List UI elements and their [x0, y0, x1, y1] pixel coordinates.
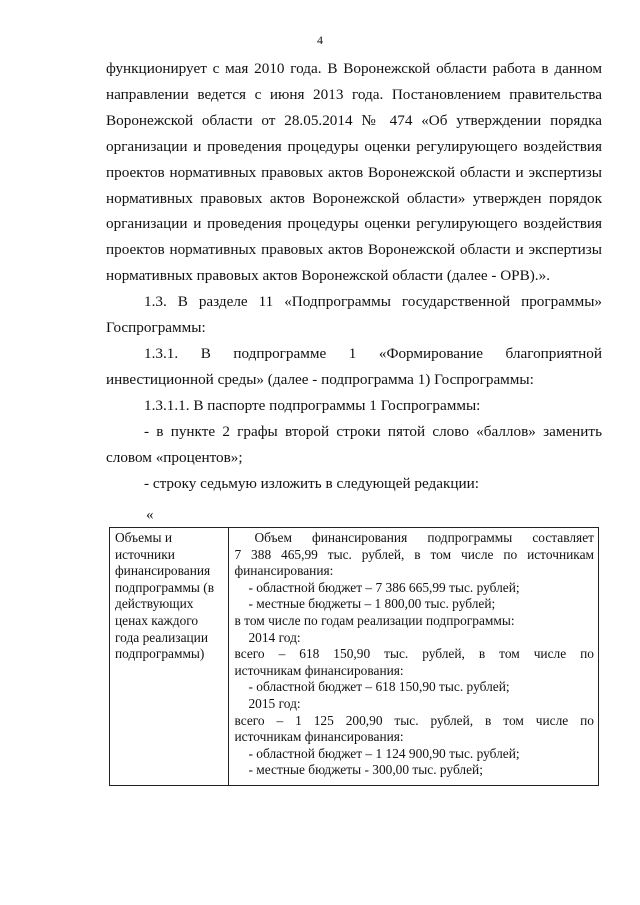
content-line: - областной бюджет – 7 386 665,99 тыс. рублей; — [248, 579, 520, 595]
content-line: - местные бюджеты - 300,00 тыс. рублей; — [248, 762, 483, 778]
content-line: - областной бюджет – 1 124 900,90 тыс. рублей; — [248, 745, 520, 761]
content-line: 7 388 465,99 тыс. рублей, в том числе по источникам — [234, 546, 594, 562]
text-line: Госпрограммы: — [106, 319, 206, 337]
text-line: Воронежской области от 28.05.2014 № 474 «Об утверждении порядка — [106, 111, 602, 129]
table-row — [110, 528, 599, 786]
content-line: в том числе по годам реализации подпрограммы: — [234, 612, 515, 628]
content-line: источникам финансирования: — [234, 729, 404, 745]
text-line: направлении ведется с июня 2013 года. Постановлением правительства — [106, 85, 602, 103]
table-label-cell — [110, 528, 229, 786]
content-line: Объем финансирования подпрограммы составляет — [254, 530, 594, 545]
label-line: ценах каждого — [115, 612, 199, 628]
text-line: инвестиционной среды» (далее - подпрограмма 1) Госпрограммы: — [106, 370, 534, 388]
label-line: источники — [115, 546, 175, 562]
document-body — [106, 56, 602, 496]
paragraph-item-2 — [106, 419, 602, 471]
text-line: проектов нормативных правовых актов Воронежской области и экспертизы — [106, 163, 602, 181]
text-line: - строку седьмую изложить в следующей редакции: — [144, 474, 479, 492]
content-line: - местные бюджеты – 1 800,00 тыс. рублей; — [248, 596, 496, 612]
paragraph-1-3-1-1 — [106, 393, 602, 419]
content-line: финансирования: — [234, 563, 334, 579]
paragraph-1-3-1 — [106, 341, 602, 393]
text-line: словом «процентов»; — [106, 448, 243, 466]
paragraph-row-seven — [106, 471, 602, 497]
paragraph-1-3 — [106, 289, 602, 341]
content-line: источникам финансирования: — [234, 662, 404, 678]
text-line: функционирует с мая 2010 года. В Воронежской области работа в данном — [106, 60, 602, 77]
text-line: - в пункте 2 графы второй строки пятой слово «баллов» заменить — [144, 422, 602, 440]
text-line: 1.3. В разделе 11 «Подпрограммы государственной программы» — [144, 293, 602, 311]
text-line: организации и проведения процедуры оценки регулирующего воздействия — [106, 137, 602, 155]
label-line: Объемы и — [115, 530, 173, 545]
label-line: действующих — [115, 596, 194, 612]
text-line: нормативных правовых актов Воронежской области (далее - ОРВ).». — [106, 267, 550, 285]
financing-table — [109, 527, 599, 786]
table-content-cell — [229, 528, 599, 786]
label-line: подпрограммы) — [115, 646, 205, 662]
content-line: - областной бюджет – 618 150,90 тыс. рублей; — [248, 679, 510, 695]
page-number: 4 — [317, 33, 323, 47]
content-line: всего – 618 150,90 тыс. рублей, в том числе по — [234, 646, 594, 662]
text-line: нормативных правовых актов Воронежской области» утвержден порядок — [106, 189, 602, 207]
text-line: организации и проведения процедуры оценки регулирующего воздействия — [106, 215, 602, 233]
text-line: 1.3.1.1. В паспорте подпрограммы 1 Госпрограммы: — [144, 396, 481, 414]
label-line: финансирования — [115, 563, 211, 579]
text-line: проектов нормативных правовых актов Воронежской области и экспертизы — [106, 241, 602, 259]
opening-quote: « — [146, 507, 154, 523]
content-line: 2015 год: — [248, 695, 301, 711]
text-line: 1.3.1. В подпрограмме 1 «Формирование благоприятной — [144, 344, 602, 362]
paragraph-orv — [106, 56, 602, 289]
label-line: года реализации — [115, 629, 209, 645]
content-line: 2014 год: — [248, 629, 301, 645]
content-line: всего – 1 125 200,90 тыс. рублей, в том числе по — [234, 712, 594, 728]
label-line: подпрограммы (в — [115, 579, 215, 595]
